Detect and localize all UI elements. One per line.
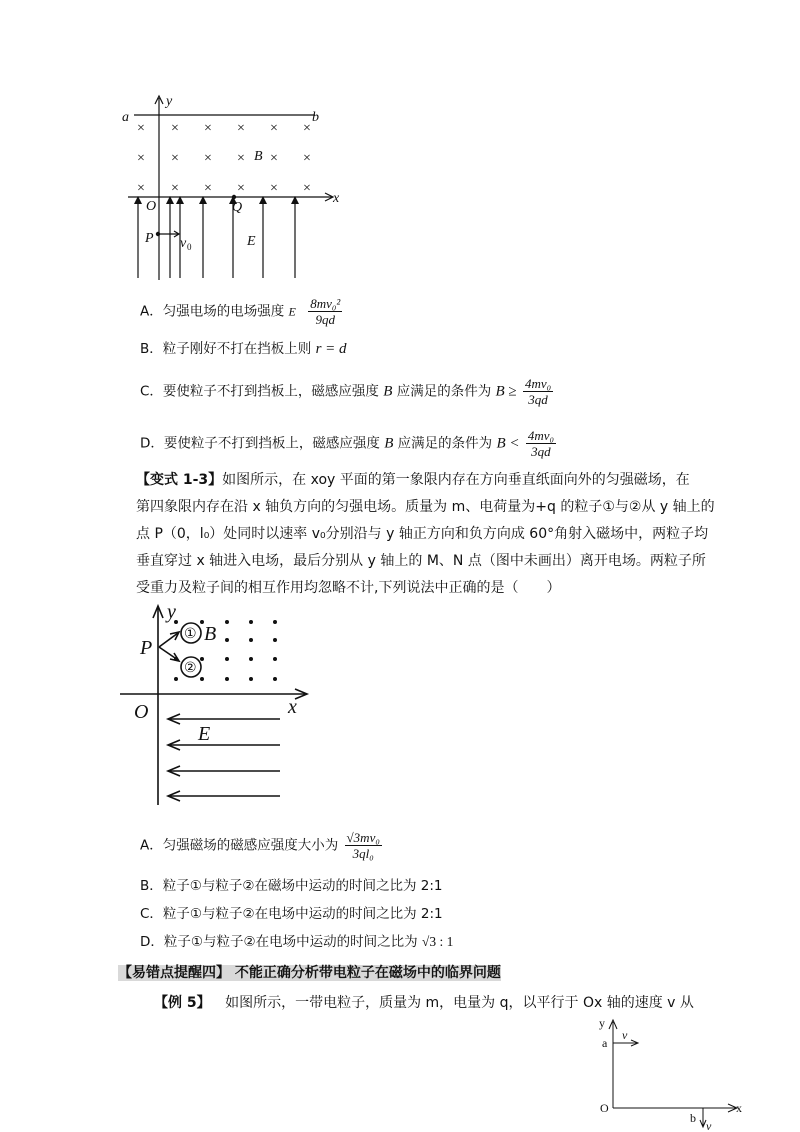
cross-mark: × (204, 181, 212, 196)
option-d (140, 428, 556, 459)
cross-mark: × (237, 121, 245, 136)
option-c-B: B (383, 383, 393, 400)
variant-line-4: 垂直穿过 x 轴进入电场，最后分别从 y 轴上的 M、N 点（图中未画出）离开电场。两粒子所 (136, 553, 706, 569)
cross-mark: × (204, 121, 212, 136)
fraction-numerator: √3mv₀ (346, 830, 380, 845)
variant-line (136, 467, 696, 494)
variant-line-5: 受重力及粒子间的相互作用均忽略不计,下列说法中正确的是（ ） (136, 580, 561, 596)
tip-heading-text: 【易错点提醒四】 不能正确分析带电粒子在磁场中的临界问题 (118, 965, 501, 981)
label-v0: v (180, 236, 187, 251)
variant-option-a-text: A．匀强磁场的磁感应强度大小为 (140, 837, 339, 854)
label-origin: O (134, 701, 149, 723)
cross-mark: × (270, 181, 278, 196)
option-d-fraction (526, 428, 556, 459)
cross-mark: × (303, 121, 311, 136)
cross-mark: × (237, 151, 245, 166)
variant-tag: 【变式 1-3】 (136, 472, 223, 488)
cross-mark: × (171, 181, 179, 196)
cross-mark: × (137, 151, 145, 166)
label-origin: O (146, 199, 157, 214)
label-v: v (622, 1028, 628, 1042)
example-5-paragraph (154, 992, 694, 1014)
fraction-denominator: 3qd (528, 392, 548, 407)
variant-1-3-paragraph (136, 467, 715, 602)
figure-1-magnetic-field-diagram (110, 90, 350, 285)
cross-mark: × (137, 121, 145, 136)
label-y-axis: y (167, 601, 176, 623)
label-particle-2: ② (184, 660, 197, 676)
fraction-denominator: 9qd (315, 312, 335, 327)
cross-mark: × (237, 181, 245, 196)
variant-option-a (140, 830, 382, 861)
variant-line-3: 点 P（0，l₀）处同时以速率 v₀分别沿与 y 轴正方向和负方向成 60°角射入磁场中，两粒子均 (136, 526, 709, 542)
label-x-axis: x (288, 696, 297, 718)
option-b (140, 339, 347, 359)
label-v0-subscript: 0 (187, 242, 192, 252)
tip-heading (118, 963, 501, 983)
label-b: b (690, 1111, 696, 1125)
example-5-text: 如图所示，一带电粒子，质量为 m，电量为 q，以平行于 Ox 轴的速度 v 从 (225, 995, 694, 1011)
option-d-B: B (384, 435, 394, 452)
label-Q: Q (232, 200, 243, 215)
label-origin: O (600, 1101, 609, 1115)
fraction-numerator: 4mv₀ (524, 376, 552, 391)
fraction-denominator: 3ql₀ (352, 846, 374, 861)
option-c-fraction (523, 376, 553, 407)
label-E-field: E (247, 234, 256, 249)
cross-mark: × (204, 151, 212, 166)
option-c-text: C．要使粒子不打到挡板上，磁感应强度 (140, 383, 379, 400)
label-B-field: B (254, 149, 263, 164)
label-P: P (140, 637, 153, 659)
variant-line-2: 第四象限内存在沿 x 轴负方向的匀强电场。质量为 m、电荷量为+q 的粒子①与②从 y 轴上的 (136, 499, 715, 515)
label-a: a (602, 1036, 608, 1050)
label-B-field: B (204, 623, 217, 645)
variant-option-c: C．粒子①与粒子②在电场中运动的时间之比为 2:1 (140, 906, 443, 922)
label-E-field: E (198, 723, 211, 745)
label-x-axis: x (736, 1101, 742, 1115)
variant-line-1: 如图所示，在 xoy 平面的第一象限内存在方向垂直纸面向外的匀强磁场，在 (222, 472, 690, 488)
option-c-relation: B ≥ (495, 383, 517, 400)
label-x-axis: x (333, 191, 340, 206)
option-c-text2: 应满足的条件为 (396, 383, 492, 400)
option-a-fraction (308, 296, 342, 327)
cross-mark: × (270, 151, 278, 166)
variant-option-d (140, 932, 453, 952)
label-a: a (122, 110, 129, 125)
label-particle-1: ① (184, 626, 197, 642)
option-c (140, 376, 553, 407)
option-a-E: E (288, 304, 296, 319)
cross-mark: × (171, 121, 179, 136)
option-d-relation: B < (496, 435, 520, 452)
label-y-axis: y (166, 94, 173, 109)
variant-option-a-fraction (345, 830, 382, 861)
fraction-numerator: 4mv₀ (527, 428, 554, 443)
option-a-text: A．匀强电场的电场强度 (140, 303, 285, 320)
label-v-down: v (706, 1119, 712, 1132)
cross-mark: × (137, 181, 145, 196)
figure-2-field-diagram (110, 600, 320, 810)
example-5-tag: 【例 5】 (154, 995, 211, 1011)
label-y-axis: y (599, 1016, 605, 1030)
option-d-text: D．要使粒子不打到挡板上，磁感应强度 (140, 435, 380, 452)
option-a (140, 296, 342, 327)
variant-option-b: B．粒子①与粒子②在磁场中运动的时间之比为 2:1 (140, 878, 443, 894)
option-b-formula: r = d (315, 341, 347, 357)
variant-option-d-ratio: √3 : 1 (421, 934, 454, 949)
label-P: P (145, 231, 154, 246)
cross-mark: × (171, 151, 179, 166)
cross-mark: × (270, 121, 278, 136)
fraction-denominator: 3qd (531, 444, 551, 459)
label-b: b (312, 110, 319, 125)
option-d-text2: 应满足的条件为 (397, 435, 493, 452)
cross-mark: × (303, 181, 311, 196)
cross-mark: × (303, 151, 311, 166)
fraction-numerator: 8mv₀² (310, 296, 341, 311)
variant-option-d-text: D．粒子①与粒子②在电场中运动的时间之比为 (140, 934, 418, 950)
option-b-text: B．粒子刚好不打在挡板上则 (140, 341, 312, 357)
figure-3-coordinate-diagram (596, 1012, 786, 1132)
